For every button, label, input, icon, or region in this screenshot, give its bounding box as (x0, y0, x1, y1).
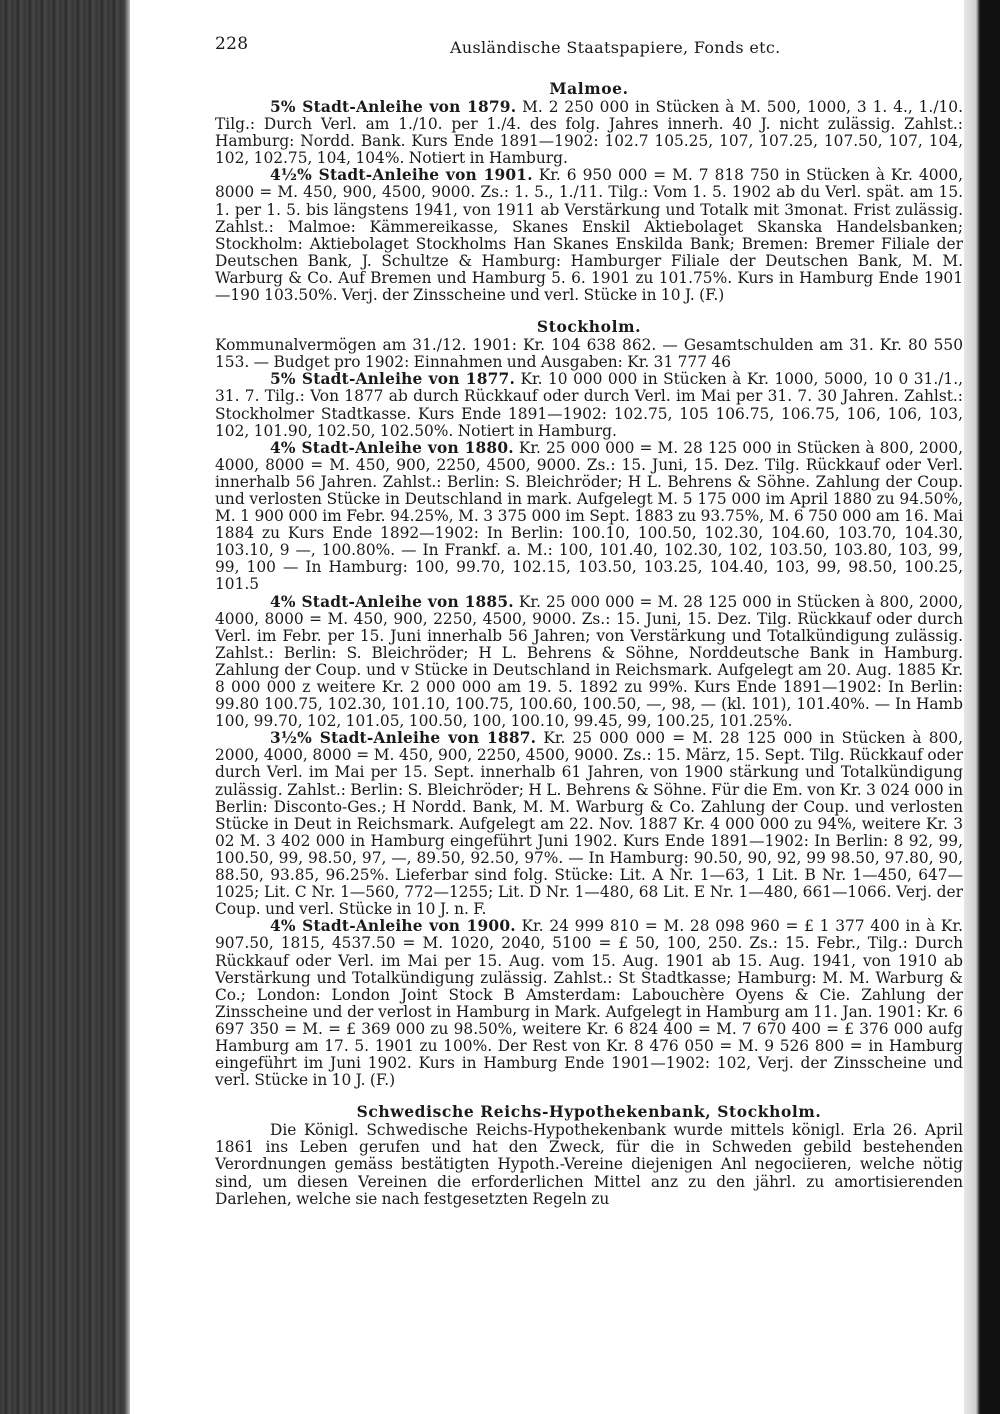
entry-hypothekenbank-intro (215, 1122, 963, 1207)
stockholm-intro: Kommunalvermögen am 31./12. 1901: Kr. 104 638 862. — Gesamtschulden am 31. Kr. 80 550 153. — Budget pro 1902: Einnahmen und Ausgaben: Kr. 31 777 46 (215, 336, 963, 372)
entry-stockholm-1900 (215, 918, 963, 1089)
section-title-malmoe: Malmoe. (549, 79, 629, 98)
entry-stockholm-1885 (215, 594, 963, 731)
entry-text: Kr. 10 000 000 in Stücken à Kr. 1000, 5000, 10 0 31./1., 31. 7. Tilg.: Von 1877 ab durch Rückkauf oder durch Verl. im Mai per 31. 7. 30 Jahren. Zahlst.: Stockholmer Stadtkasse. Kurs Ende 1891—1902: 102.75, 105 106.75, 106.75, 106, 106, 103, 102, 101.90, 102.50, 102.50%. Notiert in Hamburg. (215, 370, 963, 440)
page-header (215, 28, 963, 58)
document-page (215, 28, 963, 1398)
entry-malmoe-1879 (215, 99, 963, 167)
entry-stockholm-1887 (215, 730, 963, 918)
entry-lead: 5% Stadt-Anleihe von 1877. (270, 370, 515, 389)
page-number: 228 (215, 34, 249, 54)
entry-stockholm-1877 (215, 371, 963, 439)
book-binding-shadow (0, 0, 130, 1414)
entry-lead: 4% Stadt-Anleihe von 1885. (270, 592, 514, 611)
entry-text: Kr. 24 999 810 = M. 28 098 960 = £ 1 377 400 in à Kr. 907.50, 1815, 4537.50 = M. 1020, 2040, 5100 = £ 50, 100, 250. Zs.: 15. Febr., Tilg.: Durch Rückkauf oder Verl. im Mai per 15. Aug. vom 15. Aug. 1901 ab 15. Aug. 1941, von 1910 ab Verstärkung und Totalkündigung zulässig. Zahlst.: St Stadtkasse; Hamburg: M. M. Warburg & Co.; London: London Joint Stock B Amsterdam: Labouchère Oyens & Cie. Zahlung der Zinsscheine und der verlost in Hamburg in Mark. Aufgelegt in Hamburg am 11. Jan. 1901: Kr. 6 697 350 = M. = £ 369 000 zu 98.50%, weitere Kr. 6 824 400 = M. 7 670 400 = £ 376 000 aufg Hamburg am 17. 5. 1901 zu 100%. Der Rest von Kr. 8 476 050 = M. 9 526 800 = in Hamburg eingeführt im Juni 1902. Kurs in Hamburg Ende 1901—1902: 102, Verj. der Zinsscheine und verl. Stücke in 10 J. (F.) (215, 917, 963, 1090)
entry-text: Kr. 25 000 000 = M. 28 125 000 in Stücken à 800, 2000, 4000, 8000 = M. 450, 900, 2250, 4500, 9000. Zs.: 15. Juni, 15. Dez. Tilg. Rückkauf oder Verl. innerhalb 56 Jahren. Zahlst.: Berlin: S. Bleichröder; H L. Behrens & Söhne. Zahlung der Coup. und verlosten Stücke in Deutschland in mark. Aufgelegt M. 5 175 000 im April 1880 zu 94.50%, M. 1 900 000 im Febr. 94.25%, M. 3 375 000 im Sept. 1883 zu 93.75%, M. 6 750 000 am 16. Mai 1884 zu Kurs Ende 1892—1902: In Berlin: 100.10, 100.50, 102.30, 104.60, 103.70, 104.30, 103.10, 9 —, 100.80%. — In Frankf. a. M.: 100, 101.40, 102.30, 102, 103.50, 103.80, 103, 99, 99, 100 — In Hamburg: 100, 99.70, 102.15, 103.50, 103.25, 104.40, 103, 99, 98.50, 100.25, 101.5 (215, 438, 963, 594)
section-title-stockholm: Stockholm. (536, 317, 642, 337)
entry-text: Die Königl. Schwedische Reichs-Hypothekenbank wurde mittels königl. Erla 26. April 1861 ins Leben gerufen und hat den Zweck, für die in Schweden gebild bestehenden Verordnungen gemäss bestätigten Hypoth.-Vereine diejenigen Anl negociieren, welche nötig sind, um diesen Vereinen die erforderlichen Mittel anz zu den jährl. zu amortisierenden Darlehen, welche sie nach festgesetzten Regeln zu (215, 1121, 963, 1208)
entry-malmoe-1901 (215, 167, 963, 304)
entry-text: M. 2 250 000 in Stücken à M. 500, 1000, 3 1. 4., 1./10. Tilg.: Durch Verl. am 1./10. per 1./4. des folg. Jahres innerh. 40 J. nicht zulässig. Zahlst.: Hamburg: Nordd. Bank. Kurs Ende 1891—1902: 102.7 105.25, 107, 107.25, 107.50, 107, 104, 102, 102.75, 104, 104%. Notiert in Hamburg. (215, 98, 963, 168)
running-title: Ausländische Staatspapiere, Fonds etc. (450, 38, 781, 57)
entry-text: Kr. 25 000 000 = M. 28 125 000 in Stücken à 800, 2000, 4000, 8000 = M. 450, 900, 2250, 4500, 9000. Zs.: 15. Juni, 15. Dez. Tilg. Rückkauf oder durch Verl. im Febr. per 15. Juni innerhalb 56 Jahren; von Verstärkung und Totalkündigung zulässig. Zahlst.: Berlin: S. Bleichröder; H L. Behrens & Söhne, Norddeutsche Bank in Hamburg. Zahlung der Coup. und v Stücke in Deutschland in Reichsmark. Aufgelegt am 20. Aug. 1885 Kr. 8 000 000 z weitere Kr. 2 000 000 am 19. 5. 1892 zu 99%. Kurs Ende 1891—1902: In Berlin: 99.80 100.75, 102.30, 101.10, 100.75, 100.60, 100.50, —, 98, — (kl. 101), 101.40%. — In Hamb 100, 99.70, 102, 101.05, 100.50, 100, 100.10, 99.45, 99, 100.25, 101.25%. (215, 592, 963, 731)
entry-lead: 5% Stadt-Anleihe von 1879. (270, 98, 517, 116)
entry-lead: 4½% Stadt-Anleihe von 1901. (270, 166, 533, 185)
entry-text: Kr. 25 000 000 = M. 28 125 000 in Stücken à 800, 2000, 4000, 8000 = M. 450, 900, 2250, 4500, 9000. Zs.: 15. März, 15. Sept. Tilg. Rückkauf oder durch Verl. im Mai per 15. Sept. innerhalb 61 Jahren, von 1900 stärkung und Totalkündigung zulässig. Zahlst.: Berlin: S. Bleichröder; H L. Behrens & Söhne. Für die Em. von Kr. 3 024 000 in Berlin: Disconto-Ges.; H Nordd. Bank, M. M. Warburg & Co. Zahlung der Coup. und verlosten Stücke in Deut in Reichsmark. Aufgelegt am 22. Nov. 1887 Kr. 4 000 000 zu 94%, weitere Kr. 3 02 M. 3 402 000 in Hamburg eingeführt Juni 1902. Kurs Ende 1891—1902: In Berlin: 8 92, 99, 100.50, 99, 98.50, 97, —, 89.50, 92.50, 97%. — In Hamburg: 90.50, 90, 92, 99 98.50, 97.80, 90, 88.50, 93.85, 96.25%. Lieferbar sind folg. Stücke: Lit. A Nr. 1—63, 1 Lit. B Nr. 1—450, 647—1025; Lit. C Nr. 1—560, 772—1255; Lit. D Nr. 1—480, 68 Lit. E Nr. 1—480, 661—1066. Verj. der Coup. und verl. Stücke in 10 J. n. F. (215, 729, 963, 919)
entry-stockholm-1880 (215, 440, 963, 594)
entry-text: Kr. 6 950 000 = M. 7 818 750 in Stücken à Kr. 4000, 8000 = M. 450, 900, 4500, 9000. Zs.: 1. 5., 1./11. Tilg.: Vom 1. 5. 1902 ab du Verl. spät. am 15. 1. per 1. 5. bis längstens 1941, von 1911 ab Verstärkung und Totalk mit 3monat. Frist zulässig. Zahlst.: Malmoe: Kämmereikasse, Skanes Enskil Aktiebolaget Skanska Handelsbanken; Stockholm: Aktiebolaget Stockholms Han Skanes Enskilda Bank; Bremen: Bremer Filiale der Deutschen Bank, J. Schultze & Hamburg: Hamburger Filiale der Deutschen Bank, M. M. Warburg & Co. Auf Bremen und Hamburg 5. 6. 1901 zu 101.75%. Kurs in Hamburg Ende 1901—190 103.50%. Verj. der Zinsscheine und verl. Stücke in 10 J. (F.) (215, 166, 963, 305)
section-title-reichs-hypothekenbank: Schwedische Reichs-Hypothekenbank, Stockholm. (356, 1102, 822, 1122)
entry-lead: 3½% Stadt-Anleihe von 1887. (270, 729, 537, 748)
page-right-edge (964, 0, 1000, 1414)
entry-lead: 4% Stadt-Anleihe von 1880. (270, 438, 514, 457)
entry-lead: 4% Stadt-Anleihe von 1900. (270, 917, 516, 936)
